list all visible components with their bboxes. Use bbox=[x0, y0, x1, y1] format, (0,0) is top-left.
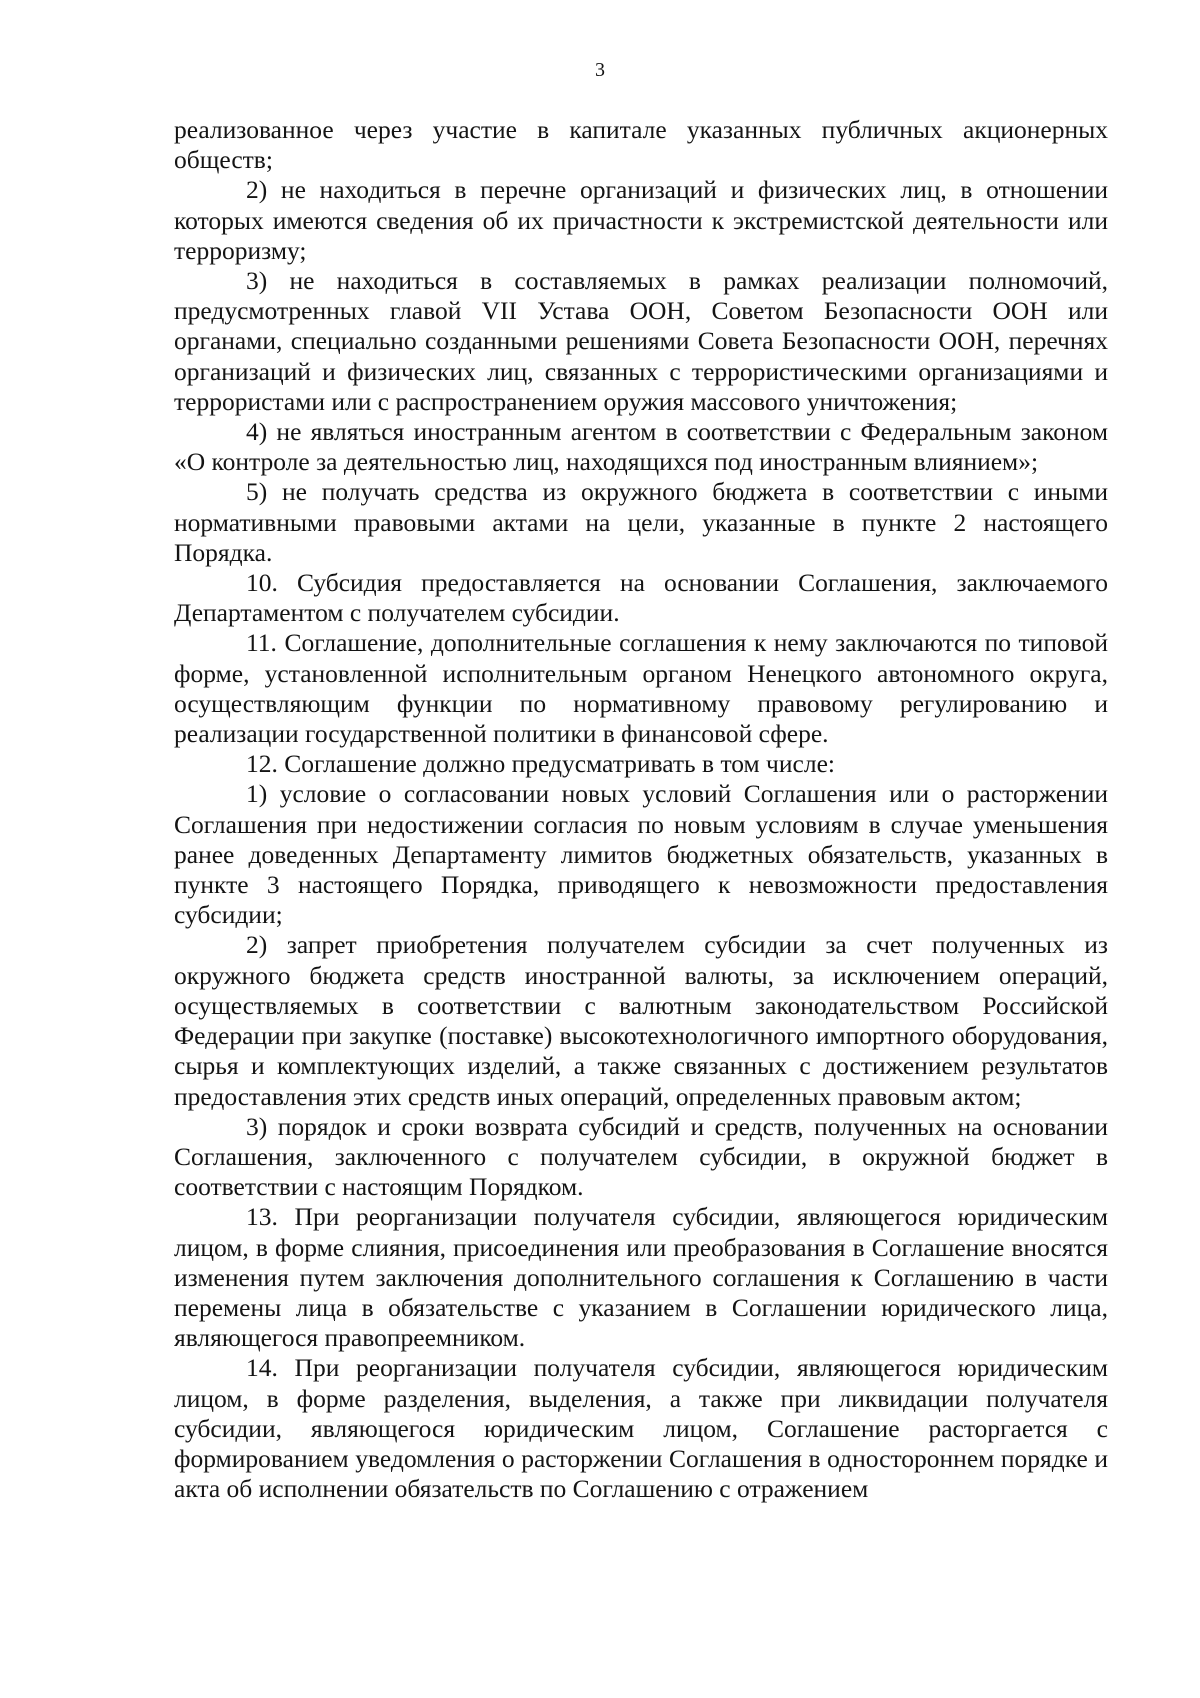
document-body bbox=[174, 115, 1108, 1504]
paragraph-3: 3) не находиться в составляемых в рамках реализации полномочий, предусмотренных главой VII Устава ООН, Советом Безопасности ООН или органами, специально созданными решениями Совета Безопасности ООН, перечнях организаций и физических лиц, связанных с террористическими организациями и террористами или с распространением оружия массового уничтожения; bbox=[174, 266, 1108, 416]
page-number: 3 bbox=[595, 59, 605, 81]
paragraph-7: 11. Соглашение, дополнительные соглашения к нему заключаются по типовой форме, установленной исполнительным органом Ненецкого автономного округа, осуществляющим функции по нормативному правовому регулированию и реализации государственной политики в финансовой сфере. bbox=[174, 628, 1108, 749]
paragraph-5: 5) не получать средства из окружного бюджета в соответствии с иными нормативными правовыми актами на цели, указанные в пункте 2 настоящего Порядка. bbox=[174, 477, 1108, 567]
paragraph-11: 3) порядок и сроки возврата субсидий и средств, полученных на основании Соглашения, заключенного с получателем субсидии, в окружной бюджет в соответствии с настоящим Порядком. bbox=[174, 1111, 1108, 1202]
paragraph-8: 12. Соглашение должно предусматривать в том числе: bbox=[246, 749, 835, 779]
paragraph-12: 13. При реорганизации получателя субсидии, являющегося юридическим лицом, в форме слияния, присоединения или преобразования в Соглашение вносятся изменения путем заключения дополнительного соглашения к Соглашению в части перемены лица в обязательстве с указанием в Соглашении юридического лица, являющегося правопреемником. bbox=[174, 1202, 1108, 1353]
paragraph-9: 1) условие о согласовании новых условий Соглашения или о расторжении Соглашения при недостижении согласия по новым условиям в случае уменьшения ранее доведенных Департаменту лимитов бюджетных обязательств, указанных в пункте 3 настоящего Порядка, приводящего к невозможности предоставления субсидии; bbox=[174, 779, 1108, 930]
paragraph-2: 2) не находиться в перечне организаций и физических лиц, в отношении которых имеются сведения об их причастности к экстремистской деятельности или терроризму; bbox=[174, 175, 1108, 265]
paragraph-1: реализованное через участие в капитале указанных публичных акционерных обществ; bbox=[174, 115, 1108, 175]
paragraph-6: 10. Субсидия предоставляется на основании Соглашения, заключаемого Департаментом с получателем субсидии. bbox=[174, 568, 1108, 628]
paragraph-4: 4) не являться иностранным агентом в соответствии с Федеральным законом «О контроле за деятельностью лиц, находящихся под иностранным влиянием»; bbox=[174, 417, 1108, 477]
paragraph-10: 2) запрет приобретения получателем субсидии за счет полученных из окружного бюджета средств иностранной валюты, за исключением операций, осуществляемых в соответствии с валютным законодательством Российской Федерации при закупке (поставке) высокотехнологичного импортного оборудования, сырья и комплектующих изделий, а также связанных с достижением результатов предоставления этих средств иных операций, определенных правовым актом; bbox=[174, 930, 1108, 1111]
paragraph-13: 14. При реорганизации получателя субсидии, являющегося юридическим лицом, в форме разделения, выделения, а также при ликвидации получателя субсидии, являющегося юридическим лицом, Соглашение расторгается с формированием уведомления о расторжении Соглашения в одностороннем порядке и акта об исполнении обязательств по Соглашению с отражением bbox=[174, 1353, 1108, 1504]
